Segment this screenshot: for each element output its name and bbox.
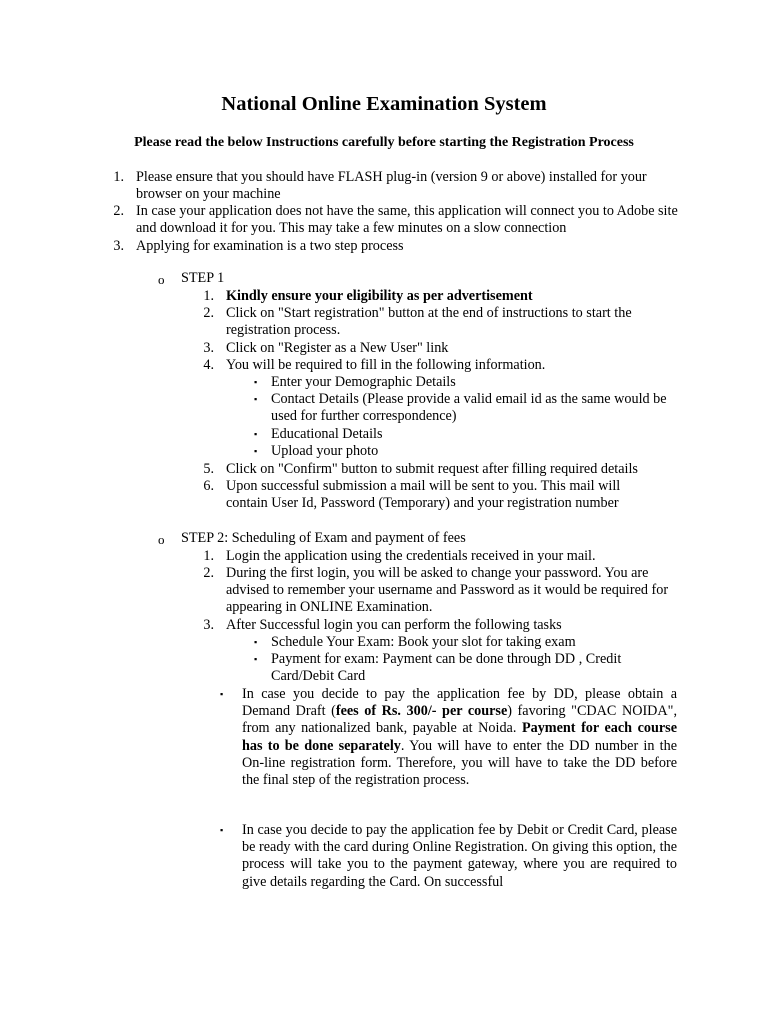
list-number: 3. [203, 340, 214, 356]
page-title: National Online Examination System [221, 93, 547, 115]
bullet-item: Upload your photo [271, 443, 379, 459]
step1-heading: STEP 1 [181, 270, 225, 286]
payment-card-paragraph: In case you decide to pay the application fee by Debit or Credit Card, please be ready with the card during Online Registration. On giving this option, the process will take you to the payment gateway, where you are required to give details regarding the Card. On successful [242, 822, 677, 890]
list-number: 1. [203, 288, 214, 304]
square-bullet-icon: ▪ [220, 689, 224, 699]
list-item: Login the application using the credentials received in your mail. [226, 548, 596, 564]
step2-heading: STEP 2: Scheduling of Exam and payment of fees [181, 530, 466, 546]
list-number: 5. [203, 461, 214, 477]
list-item: Applying for examination is a two step process [136, 238, 404, 254]
list-item: Click on "Register as a New User" link [226, 340, 449, 356]
list-number: 1. [203, 548, 214, 564]
list-number: 6. [203, 478, 214, 494]
list-number: 2. [203, 305, 214, 321]
square-bullet-icon: ▪ [254, 394, 258, 404]
payment-dd-intro: In case you decide to pay the application fee by DD, please obtain a Demand Draft ( [242, 686, 677, 720]
list-number: 4. [203, 357, 214, 373]
payment-separate-bold: Payment for each course has to be done separately [242, 720, 678, 754]
list-number: 3. [113, 238, 124, 254]
list-item: Click on "Start registration" button at the end of instructions to start the registration process. [226, 305, 632, 339]
list-item: During the first login, you will be asked to change your password. You are advised to remember your username and Password as it would be required for appearing in ONLINE Examination. [226, 565, 669, 616]
list-item: After Successful login you can perform the following tasks [226, 617, 562, 633]
list-item: In case your application does not have the same, this application will connect you to Adobe site and download it for you. This may take a few minutes on a slow connection [136, 203, 678, 237]
list-item: Kindly ensure your eligibility as per advertisement [226, 288, 533, 304]
list-number: 1. [113, 169, 124, 185]
page-subtitle: Please read the below Instructions carefully before starting the Registration Process [134, 135, 634, 150]
list-item: You will be required to fill in the following information. [226, 357, 546, 373]
square-bullet-icon: ▪ [254, 637, 258, 647]
list-number: 2. [203, 565, 214, 581]
payment-dd-mid: ) favoring "CDAC NOIDA", from any nationalized bank, payable at Noida. [242, 703, 677, 737]
square-bullet-icon: ▪ [254, 377, 258, 387]
bullet-item: Enter your Demographic Details [271, 374, 456, 390]
circle-bullet-icon: o [158, 532, 165, 547]
payment-fees-bold: fees of Rs. 300/- per course [335, 703, 508, 720]
square-bullet-icon: ▪ [254, 446, 258, 456]
square-bullet-icon: ▪ [254, 429, 258, 439]
square-bullet-icon: ▪ [254, 654, 258, 664]
payment-dd-end: . You will have to enter the DD number in the On-line registration form. Therefore, you will have to take the DD before the final step of the registration process. [242, 737, 678, 789]
list-number: 3. [203, 617, 214, 633]
bullet-item: Payment for exam: Payment can be done through DD , Credit Card/Debit Card [271, 651, 622, 685]
bullet-item: Contact Details (Please provide a valid email id as the same would be used for further correspondence) [271, 391, 667, 425]
square-bullet-icon: ▪ [220, 825, 224, 835]
payment-dd-paragraph [242, 686, 677, 789]
list-item: Please ensure that you should have FLASH plug-in (version 9 or above) installed for your browser on your machine [136, 169, 647, 203]
list-item: Click on "Confirm" button to submit request after filling required details [226, 461, 638, 477]
list-item: Upon successful submission a mail will be sent to you. This mail will contain User Id, Password (Temporary) and your registration number [226, 478, 621, 512]
circle-bullet-icon: o [158, 272, 165, 287]
list-number: 2. [113, 203, 124, 219]
bullet-item: Educational Details [271, 426, 383, 442]
bullet-item: Schedule Your Exam: Book your slot for taking exam [271, 634, 576, 650]
